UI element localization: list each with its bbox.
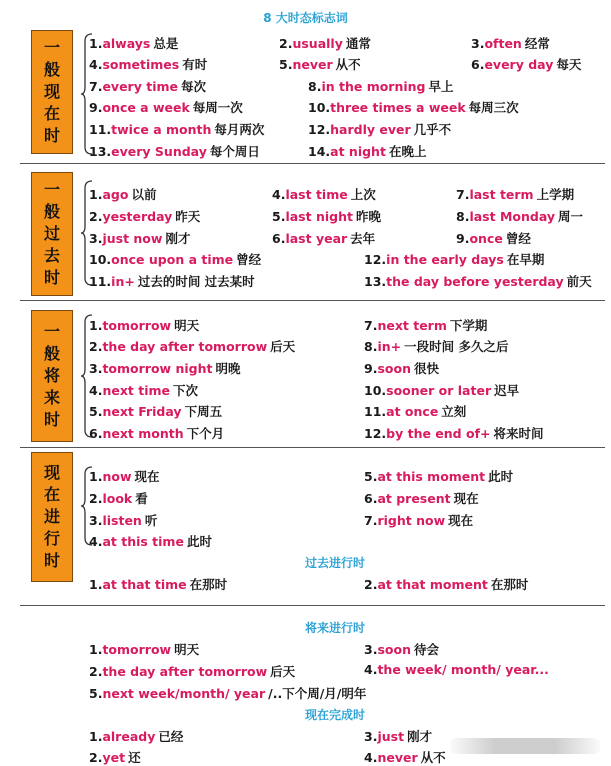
item-chinese: 每周一次 [192, 100, 243, 115]
item-number: 11. [89, 274, 112, 289]
badge-char: 般 [43, 344, 60, 363]
list-item [89, 748, 141, 766]
item-number: 11. [364, 404, 387, 419]
item-number: 2. [89, 339, 103, 354]
item-chinese: 下周五 [184, 404, 223, 419]
item-english: sometimes [102, 57, 180, 72]
item-chinese: 刚才 [165, 231, 191, 246]
badge-simple-future [31, 310, 73, 442]
list-item [89, 381, 198, 399]
badge-char: 时 [43, 551, 60, 570]
item-chinese: 在那时 [490, 577, 529, 592]
item-chinese: 现在 [453, 491, 479, 506]
item-english: the day before yesterday [386, 274, 564, 289]
item-number: 1. [89, 577, 103, 592]
list-item [89, 684, 366, 702]
item-english: ago [102, 187, 129, 202]
item-english: at once [386, 404, 439, 419]
badge-char: 行 [43, 529, 60, 548]
list-item [89, 316, 199, 334]
item-number: 6. [89, 426, 103, 441]
item-chinese: 昨天 [175, 209, 201, 224]
item-english: last term [469, 187, 534, 202]
item-number: 2. [89, 209, 103, 224]
item-chinese: 在早期 [506, 252, 545, 267]
badge-char: 在 [43, 485, 60, 504]
item-english: in the morning [321, 79, 426, 94]
item-number: 12. [308, 122, 331, 137]
item-number: 6. [471, 57, 485, 72]
item-number: 1. [89, 187, 103, 202]
list-item [471, 55, 581, 73]
item-number: 1. [89, 469, 103, 484]
item-number: 4. [364, 662, 378, 677]
item-chinese: 明晚 [215, 361, 241, 376]
list-item [89, 511, 157, 529]
item-number: 6. [364, 491, 378, 506]
list-item [471, 34, 550, 52]
item-chinese: /..下个周/月/明年 [268, 686, 367, 701]
item-number: 4. [364, 750, 378, 765]
list-item [364, 424, 544, 442]
item-chinese: 每月两次 [214, 122, 265, 137]
list-item [89, 662, 295, 680]
item-chinese: 几乎不 [413, 122, 452, 137]
item-english: at night [330, 144, 386, 159]
list-item [364, 727, 432, 745]
item-number: 4. [272, 187, 286, 202]
list-item [364, 489, 479, 507]
item-english: at that moment [377, 577, 488, 592]
item-number: 9. [364, 361, 378, 376]
list-item [89, 359, 240, 377]
list-item [89, 424, 224, 442]
item-number: 3. [364, 729, 378, 744]
badge-char: 一 [43, 322, 60, 341]
item-chinese: 很快 [413, 361, 439, 376]
item-number: 1. [89, 36, 103, 51]
item-english: the week/ month/ year... [377, 662, 549, 677]
item-chinese: 已经 [158, 729, 184, 744]
list-item [272, 185, 376, 203]
list-item [279, 34, 371, 52]
item-english: never [377, 750, 418, 765]
item-number: 10. [308, 100, 331, 115]
badge-char: 时 [43, 268, 60, 287]
item-english: next week/month/ year [102, 686, 266, 701]
item-english: every Sunday [111, 144, 207, 159]
item-english: at that time [102, 577, 187, 592]
item-number: 2. [89, 491, 103, 506]
item-number: 5. [272, 209, 286, 224]
item-number: 10. [364, 383, 387, 398]
item-number: 5. [89, 404, 103, 419]
section-divider [20, 163, 605, 164]
item-chinese: 去年 [350, 231, 376, 246]
item-chinese: 还 [128, 750, 141, 765]
section-divider [20, 605, 605, 606]
badge-char: 现 [43, 463, 60, 482]
item-chinese: 后天 [270, 664, 296, 679]
item-number: 6. [272, 231, 286, 246]
item-chinese: 每天 [556, 57, 582, 72]
item-chinese: 经常 [524, 36, 550, 51]
list-item [364, 250, 544, 268]
item-chinese: 通常 [345, 36, 371, 51]
item-chinese: 周一 [558, 209, 584, 224]
list-item [89, 77, 206, 95]
item-number: 9. [456, 231, 470, 246]
item-english: twice a month [111, 122, 212, 137]
item-english: three times a week [330, 100, 466, 115]
section-divider [20, 300, 605, 301]
badge-simple-present [31, 30, 73, 154]
item-english: last time [285, 187, 348, 202]
list-item [364, 511, 473, 529]
list-item [89, 55, 207, 73]
section-divider [20, 447, 605, 448]
badge-char: 般 [43, 60, 60, 79]
item-english: last Monday [469, 209, 556, 224]
item-chinese: 此时 [186, 534, 212, 549]
list-item [364, 359, 439, 377]
item-english: the day after tomorrow [102, 339, 268, 354]
item-chinese: 现在 [448, 513, 474, 528]
item-number: 5. [364, 469, 378, 484]
item-chinese: 每次 [180, 79, 206, 94]
item-english: next month [102, 426, 184, 441]
item-chinese: 上次 [350, 187, 376, 202]
subtitle-past-continuous: 过去进行时 [305, 556, 366, 570]
item-number: 12. [364, 426, 387, 441]
item-english: yesterday [102, 209, 173, 224]
item-english: soon [377, 361, 411, 376]
list-item [364, 316, 487, 334]
item-english: look [102, 491, 133, 506]
item-english: at present [377, 491, 451, 506]
list-item [89, 272, 255, 290]
item-english: last year [285, 231, 348, 246]
item-number: 3. [89, 513, 103, 528]
item-english: sooner or later [386, 383, 492, 398]
item-english: every day [484, 57, 554, 72]
list-item [364, 467, 513, 485]
item-chinese: 过去的时间 过去某时 [137, 274, 255, 289]
item-english: at this moment [377, 469, 486, 484]
item-chinese: 将来时间 [493, 426, 544, 441]
item-number: 8. [308, 79, 322, 94]
list-item [364, 662, 552, 677]
item-number: 3. [364, 642, 378, 657]
item-number: 8. [364, 339, 378, 354]
item-chinese: 每周三次 [468, 100, 519, 115]
list-item [272, 207, 381, 225]
item-english: last night [285, 209, 353, 224]
list-item [89, 402, 222, 420]
item-english: every time [102, 79, 178, 94]
item-number: 5. [279, 57, 293, 72]
item-chinese: 以前 [131, 187, 157, 202]
item-number: 2. [364, 577, 378, 592]
page-title: 8 大时态标志词 [263, 11, 348, 25]
list-item [89, 142, 260, 160]
badge-char: 一 [43, 38, 60, 57]
item-number: 7. [364, 318, 378, 333]
item-chinese: 曾经 [505, 231, 531, 246]
item-english: at this time [102, 534, 184, 549]
item-number: 12. [364, 252, 387, 267]
list-item [364, 337, 508, 355]
item-chinese: 从不 [420, 750, 446, 765]
item-number: 11. [89, 122, 112, 137]
list-item [364, 748, 446, 766]
item-english: once [469, 231, 503, 246]
item-chinese: 早上 [428, 79, 454, 94]
list-item [89, 34, 178, 52]
list-item [89, 229, 190, 247]
item-chinese: 昨晚 [355, 209, 381, 224]
item-number: 1. [89, 642, 103, 657]
list-item [364, 575, 528, 593]
item-number: 7. [89, 79, 103, 94]
badge-char: 时 [43, 410, 60, 429]
item-number: 1. [89, 318, 103, 333]
item-chinese: 明天 [174, 642, 200, 657]
item-chinese: 在那时 [189, 577, 228, 592]
list-item [89, 185, 156, 203]
list-item [272, 229, 375, 247]
item-number: 4. [89, 383, 103, 398]
item-number: 5. [89, 686, 103, 701]
subtitle-future-continuous: 将来进行时 [305, 621, 366, 635]
item-number: 14. [308, 144, 331, 159]
item-english: in+ [111, 274, 135, 289]
item-english: just now [102, 231, 163, 246]
list-item [456, 207, 583, 225]
item-chinese: 下个月 [186, 426, 225, 441]
item-english: just [377, 729, 405, 744]
item-chinese: 此时 [488, 469, 514, 484]
item-number: 7. [364, 513, 378, 528]
list-item [308, 120, 451, 138]
list-item [89, 250, 261, 268]
item-number: 1. [89, 729, 103, 744]
item-chinese: 每个周日 [209, 144, 260, 159]
badge-char: 进 [43, 507, 60, 526]
item-chinese: 曾经 [236, 252, 262, 267]
item-english: in+ [377, 339, 402, 354]
item-english: already [102, 729, 156, 744]
item-chinese: 一段时间 多久之后 [404, 339, 509, 354]
item-chinese: 待会 [413, 642, 439, 657]
item-english: always [102, 36, 151, 51]
item-chinese: 总是 [153, 36, 179, 51]
list-item [364, 381, 519, 399]
badge-present-continuous [31, 452, 73, 582]
item-english: soon [377, 642, 411, 657]
item-number: 4. [89, 534, 103, 549]
item-chinese: 下次 [172, 383, 198, 398]
badge-char: 般 [43, 202, 60, 221]
list-item [89, 467, 160, 485]
item-number: 4. [89, 57, 103, 72]
list-item [89, 575, 227, 593]
list-item [308, 98, 519, 116]
item-english: in the early days [386, 252, 504, 267]
item-english: never [292, 57, 333, 72]
badge-char: 将 [43, 366, 60, 385]
item-english: listen [102, 513, 142, 528]
blurred-watermark [450, 738, 600, 754]
item-english: tomorrow [102, 642, 172, 657]
badge-char: 一 [43, 180, 60, 199]
item-number: 10. [89, 252, 112, 267]
list-item [89, 207, 200, 225]
item-english: next time [102, 383, 170, 398]
item-number: 7. [456, 187, 470, 202]
item-english: tomorrow [102, 318, 172, 333]
item-number: 2. [279, 36, 293, 51]
item-number: 13. [364, 274, 387, 289]
badge-simple-past [31, 172, 73, 296]
item-english: by the end of+ [386, 426, 491, 441]
badge-char: 过 [43, 224, 60, 243]
item-chinese: 上学期 [536, 187, 575, 202]
item-chinese: 后天 [270, 339, 296, 354]
item-chinese: 看 [135, 491, 148, 506]
list-item [364, 402, 466, 420]
item-english: often [484, 36, 522, 51]
item-number: 2. [89, 664, 103, 679]
item-english: yet [102, 750, 126, 765]
item-english: once a week [102, 100, 190, 115]
item-chinese: 在晚上 [388, 144, 427, 159]
list-item [308, 77, 454, 95]
item-chinese: 从不 [335, 57, 361, 72]
item-chinese: 迟早 [494, 383, 520, 398]
list-item [456, 185, 574, 203]
item-english: now [102, 469, 132, 484]
item-number: 2. [89, 750, 103, 765]
badge-char: 在 [43, 104, 60, 123]
badge-char: 现 [43, 82, 60, 101]
list-item [89, 337, 295, 355]
item-number: 3. [471, 36, 485, 51]
item-chinese: 立刻 [441, 404, 467, 419]
list-item [456, 229, 531, 247]
item-number: 3. [89, 361, 103, 376]
list-item [89, 532, 212, 550]
list-item [89, 98, 243, 116]
item-english: usually [292, 36, 343, 51]
item-chinese: 前天 [566, 274, 592, 289]
list-item [364, 640, 439, 658]
list-item [364, 272, 592, 290]
item-english: tomorrow night [102, 361, 213, 376]
item-chinese: 听 [144, 513, 158, 528]
badge-char: 来 [43, 388, 60, 407]
item-chinese: 明天 [174, 318, 200, 333]
subtitle-present-perfect: 现在完成时 [305, 708, 366, 722]
item-number: 3. [89, 231, 103, 246]
item-number: 9. [89, 100, 103, 115]
item-chinese: 刚才 [407, 729, 433, 744]
item-english: next term [377, 318, 447, 333]
item-chinese: 现在 [134, 469, 160, 484]
item-number: 13. [89, 144, 112, 159]
item-english: the day after tomorrow [102, 664, 268, 679]
list-item [279, 55, 361, 73]
item-chinese: 下学期 [449, 318, 488, 333]
list-item [89, 489, 148, 507]
item-english: right now [377, 513, 446, 528]
item-english: once upon a time [111, 252, 234, 267]
item-chinese: 有时 [182, 57, 208, 72]
badge-char: 去 [43, 246, 60, 265]
item-english: next Friday [102, 404, 182, 419]
item-number: 8. [456, 209, 470, 224]
item-english: hardly ever [330, 122, 411, 137]
badge-char: 时 [43, 126, 60, 145]
list-item [89, 120, 264, 138]
list-item [89, 727, 183, 745]
list-item [89, 640, 199, 658]
list-item [308, 142, 426, 160]
